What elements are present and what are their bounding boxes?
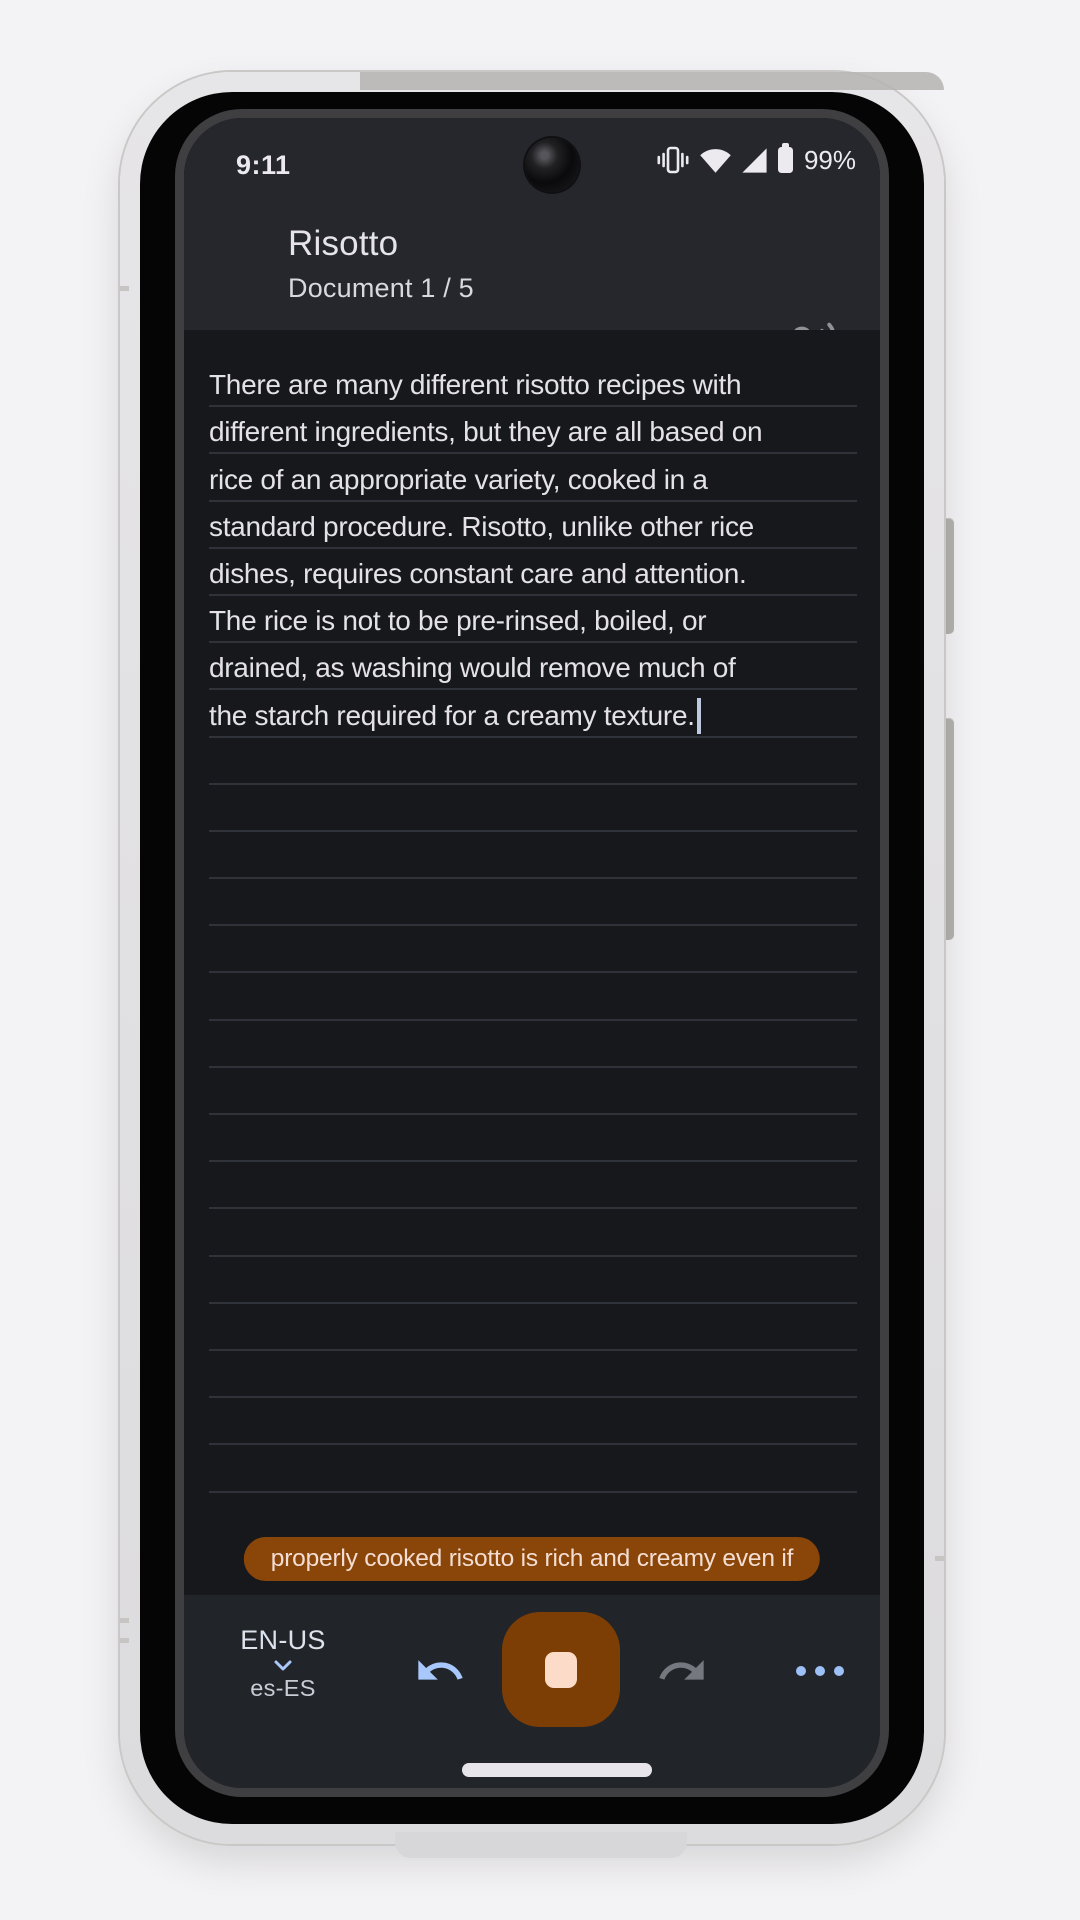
empty-ruled-line (209, 926, 857, 973)
antenna-band-bottom (395, 1832, 687, 1858)
dot (815, 1666, 825, 1676)
text-cursor (697, 698, 701, 734)
phone-screen (184, 118, 880, 1788)
phone-bezel (140, 92, 924, 1824)
vibrate-icon (655, 144, 691, 176)
transcription-pill (244, 1537, 820, 1581)
document-area[interactable] (184, 330, 880, 1595)
chevron-down-icon (273, 1660, 293, 1672)
stop-recording-button[interactable] (502, 1612, 620, 1727)
redo-icon (656, 1645, 708, 1697)
frame-seam (120, 286, 129, 291)
empty-ruled-line (209, 1304, 857, 1351)
text-line: standard procedure. Risotto, unlike other rice (209, 502, 857, 549)
frame-seam (935, 1556, 944, 1561)
empty-ruled-line (209, 1445, 857, 1492)
page-title: Risotto (288, 224, 399, 263)
dot (796, 1666, 806, 1676)
status-time: 9:11 (236, 150, 291, 180)
empty-ruled-line (209, 973, 857, 1020)
wifi-icon (700, 146, 731, 174)
antenna-band-top (360, 72, 944, 90)
text-line: different ingredients, but they are all based on (209, 407, 857, 454)
language-selector[interactable] (218, 1625, 348, 1702)
text-line: There are many different risotto recipes with (209, 360, 857, 407)
document-counter: Document 1 / 5 (288, 273, 474, 303)
text-line: The rice is not to be pre-rinsed, boiled, or (209, 596, 857, 643)
document-lines (209, 360, 857, 1493)
phone-frame (120, 72, 944, 1844)
text-line: the starch required for a creamy texture. (209, 690, 857, 737)
text-line: rice of an appropriate variety, cooked in a (209, 454, 857, 501)
empty-ruled-line (209, 879, 857, 926)
text-line: drained, as washing would remove much of (209, 643, 857, 690)
empty-ruled-line (209, 1115, 857, 1162)
more-options-button[interactable] (790, 1657, 850, 1685)
front-camera (525, 138, 579, 192)
transcription-text: properly cooked risotto is rich and creamy even if (270, 1545, 794, 1572)
frame-seam (120, 1638, 129, 1643)
stop-icon (545, 1652, 577, 1688)
text-line: dishes, requires constant care and attention. (209, 549, 857, 596)
battery-icon (778, 147, 793, 173)
empty-ruled-line (209, 1209, 857, 1256)
empty-ruled-line (209, 738, 857, 785)
undo-icon (414, 1645, 466, 1697)
language-secondary: es-ES (250, 1675, 316, 1701)
empty-ruled-line (209, 1021, 857, 1068)
empty-ruled-line (209, 1351, 857, 1398)
title-block (288, 224, 474, 304)
empty-ruled-line (209, 1257, 857, 1304)
empty-ruled-line (209, 1162, 857, 1209)
voice-toolbar (184, 1595, 880, 1788)
empty-ruled-line (209, 1398, 857, 1445)
undo-button[interactable] (414, 1645, 466, 1697)
signal-icon (740, 146, 769, 175)
frame-seam (120, 1618, 129, 1623)
status-bar (184, 118, 880, 202)
empty-ruled-line (209, 1068, 857, 1115)
dot (834, 1666, 844, 1676)
battery-percent: 99% (803, 144, 856, 175)
language-primary: EN-US (240, 1625, 326, 1655)
empty-ruled-line (209, 832, 857, 879)
gesture-nav-handle[interactable] (462, 1763, 652, 1777)
app-bar (184, 202, 880, 330)
redo-button[interactable] (656, 1645, 708, 1697)
empty-ruled-line (209, 785, 857, 832)
